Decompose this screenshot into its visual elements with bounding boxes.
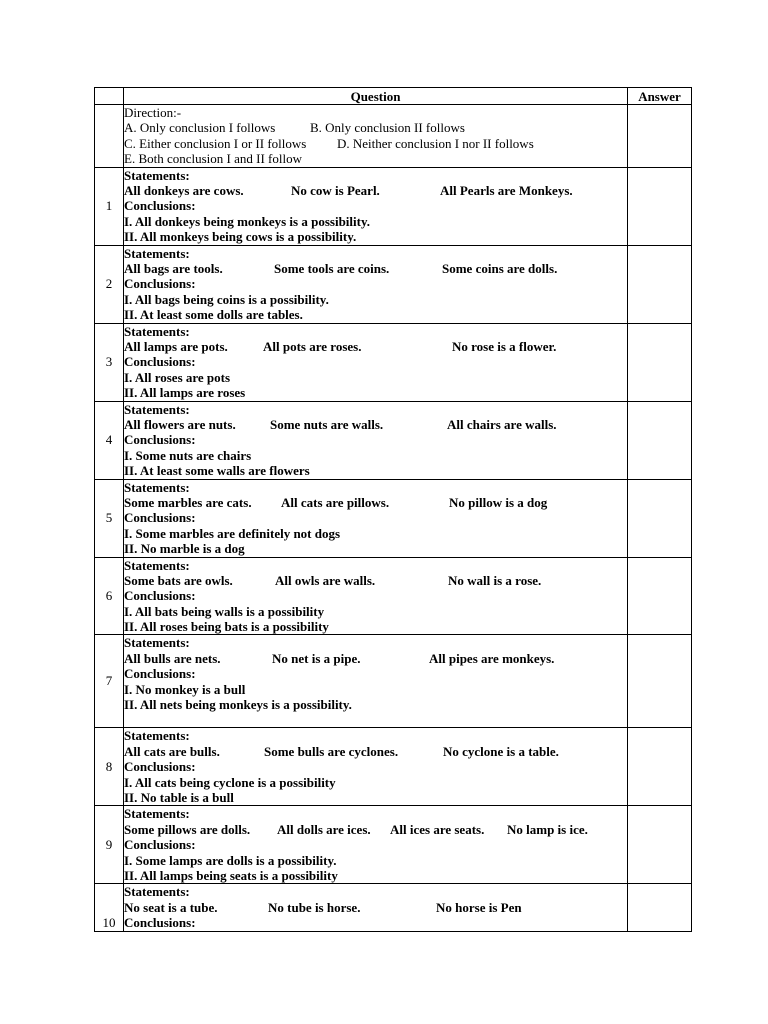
answer-cell[interactable] [628,167,692,245]
conclusion: I. All donkeys being monkeys is a possibility. [124,213,370,229]
row-number: 7 [95,635,124,728]
row-number: 3 [95,323,124,401]
question-row-1 [95,167,692,245]
statements-label: Statements: [124,557,190,573]
conclusion: II. No table is a bull [124,790,234,806]
answer-cell[interactable] [628,884,692,931]
statement: All bags are tools. [124,260,223,276]
row-number: 1 [95,167,124,245]
statement: All bulls are nets. [124,650,221,666]
conclusions-label: Conclusions: [124,510,196,526]
answer-cell[interactable] [628,557,692,635]
conclusion: I. All cats being cyclone is a possibility [124,774,336,790]
statement: Some bats are owls. [124,572,233,588]
statement: All donkeys are cows. [124,182,244,198]
conclusion: I. Some marbles are definitely not dogs [124,525,341,541]
answer-cell[interactable] [628,728,692,806]
conclusion: II. At least some dolls are tables. [124,307,303,323]
conclusions-label: Conclusions: [124,354,196,370]
statements-label: Statements: [124,806,190,822]
statement: All Pearls are Monkeys. [440,182,573,198]
row-number: 6 [95,557,124,635]
statement: No tube is horse. [268,899,361,915]
answer-cell[interactable] [628,105,692,168]
statements-label: Statements: [124,167,190,183]
statement: No net is a pipe. [272,650,361,666]
statement: All ices are seats. [390,821,485,837]
conclusions-label: Conclusions: [124,198,196,214]
statement: Some marbles are cats. [124,494,252,510]
question-cell [124,728,628,806]
direction-number [95,105,124,168]
question-row-2 [95,245,692,323]
statements-label: Statements: [124,479,190,495]
direction-row [95,105,692,168]
answer-cell[interactable] [628,635,692,728]
direction-cell [124,105,628,168]
row-number: 5 [95,479,124,557]
row-number: 2 [95,245,124,323]
question-cell [124,245,628,323]
statement: No pillow is a dog [449,494,548,510]
statement: Some pillows are dolls. [124,821,251,837]
conclusions-label: Conclusions: [124,276,196,292]
statement: All pipes are monkeys. [429,650,555,666]
conclusion: I. All bags being coins is a possibility. [124,291,329,307]
statement: All pots are roses. [263,338,362,354]
statement: No horse is Pen [436,899,522,915]
row-number: 9 [95,806,124,884]
statement: Some tools are coins. [274,260,390,276]
conclusion: II. All lamps are roses [124,385,246,401]
answer-cell[interactable] [628,806,692,884]
statements-label: Statements: [124,245,190,261]
question-row-10 [95,884,692,931]
statement: Some bulls are cyclones. [264,743,399,759]
question-cell [124,635,628,728]
answer-cell[interactable] [628,245,692,323]
statement: All chairs are walls. [447,416,557,432]
conclusions-label: Conclusions: [124,588,196,604]
option-e: E. Both conclusion I and II follow [124,151,302,167]
statements-label: Statements: [124,728,190,744]
answer-cell[interactable] [628,479,692,557]
statement: No lamp is ice. [507,821,588,837]
option-b: B. Only conclusion II follows [310,120,465,136]
statement: All dolls are ices. [277,821,371,837]
statements-label: Statements: [124,635,190,651]
statements-label: Statements: [124,884,190,900]
conclusions-label: Conclusions: [124,837,196,853]
answer-cell[interactable] [628,401,692,479]
header-row [95,88,692,105]
question-row-9 [95,806,692,884]
row-number: 10 [95,884,124,931]
question-row-3 [95,323,692,401]
question-table [94,87,692,932]
statement: Some nuts are walls. [270,416,384,432]
statement: No cyclone is a table. [443,743,559,759]
question-cell [124,167,628,245]
conclusion: I. All roses are pots [124,369,231,385]
question-row-6 [95,557,692,635]
conclusion: II. At least some walls are flowers [124,463,310,479]
header-number [95,88,124,105]
statement: All cats are bulls. [124,743,220,759]
conclusion: II. All roses being bats is a possibility [124,619,329,635]
question-row-7 [95,635,692,728]
conclusion: II. All lamps being seats is a possibility [124,868,338,883]
conclusion: I. Some lamps are dolls is a possibility. [124,852,337,868]
conclusion: II. No marble is a dog [124,541,245,557]
question-row-8 [95,728,692,806]
statement: Some coins are dolls. [442,260,558,276]
statement: No cow is Pearl. [291,182,380,198]
header-answer: Answer [628,88,692,105]
statements-label: Statements: [124,323,190,339]
question-cell [124,323,628,401]
option-a: A. Only conclusion I follows [124,120,276,136]
statement: No wall is a rose. [448,572,542,588]
statement: All cats are pillows. [281,494,390,510]
conclusions-label: Conclusions: [124,666,196,682]
statement: All flowers are nuts. [124,416,236,432]
question-row-4 [95,401,692,479]
question-row-5 [95,479,692,557]
statement: No rose is a flower. [452,338,557,354]
conclusions-label: Conclusions: [124,915,196,931]
option-c: C. Either conclusion I or II follows [124,135,307,151]
conclusion: I. No monkey is a bull [124,681,246,697]
row-number: 8 [95,728,124,806]
question-cell [124,479,628,557]
question-cell [124,557,628,635]
direction-title: Direction:- [124,105,182,120]
conclusions-label: Conclusions: [124,759,196,775]
conclusion: II. All nets being monkeys is a possibility. [124,697,352,713]
statement: All owls are walls. [275,572,376,588]
header-question: Question [124,88,628,105]
conclusion: I. Some nuts are chairs [124,447,252,463]
row-number: 4 [95,401,124,479]
question-cell [124,401,628,479]
question-cell [124,884,628,931]
question-cell [124,806,628,884]
statements-label: Statements: [124,401,190,417]
option-d: D. Neither conclusion I nor II follows [337,135,534,151]
statement: All lamps are pots. [124,338,228,354]
answer-cell[interactable] [628,323,692,401]
conclusion: II. All monkeys being cows is a possibility. [124,229,357,245]
conclusion: I. All bats being walls is a possibility [124,603,325,619]
statement: No seat is a tube. [124,899,218,915]
conclusions-label: Conclusions: [124,432,196,448]
